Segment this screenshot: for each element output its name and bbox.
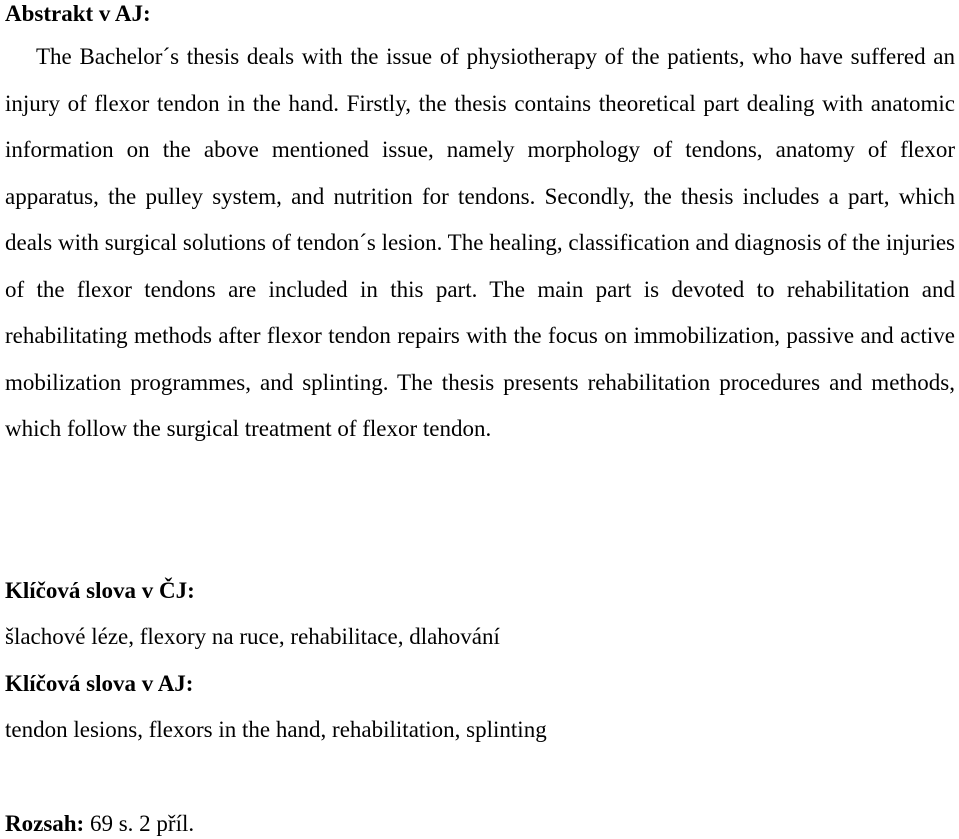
- keywords-cz-text: šlachové léze, flexory na ruce, rehabilitace, dlahování: [5, 624, 500, 649]
- keywords-en-heading: Klíčová slova v AJ:: [5, 671, 194, 696]
- extent-value: 69 s. 2 příl.: [89, 811, 195, 836]
- keywords-en-text: tendon lesions, flexors in the hand, rehabilitation, splinting: [5, 717, 547, 742]
- keywords-cz-heading: Klíčová slova v ČJ:: [5, 578, 195, 603]
- abstract-paragraph: The Bachelor´s thesis deals with the issue of physiotherapy of the patients, who have suffered an injury of flexor tendon in the hand. Firstly, the thesis contains theoretical part dealing with anatomic information on the above mentioned issue, namely morphology of tendons, anatomy of flexor apparatus, the pulley system, and nutrition for tendons. Secondly, the thesis includes a part, which deals with surgical solutions of tendon´s lesion. The healing, classification and diagnosis of the injuries of the flexor tendons are included in this part. The main part is devoted to rehabilitation and rehabilitating methods after flexor tendon repairs with the focus on immobilization, passive and active mobilization programmes, and splinting. The thesis presents rehabilitation procedures and methods, which follow the surgical treatment of flexor tendon.: [5, 44, 955, 441]
- extent-line: [5, 810, 194, 838]
- extent-label: Rozsah:: [5, 811, 85, 836]
- abstract-heading: Abstrakt v AJ:: [5, 1, 151, 26]
